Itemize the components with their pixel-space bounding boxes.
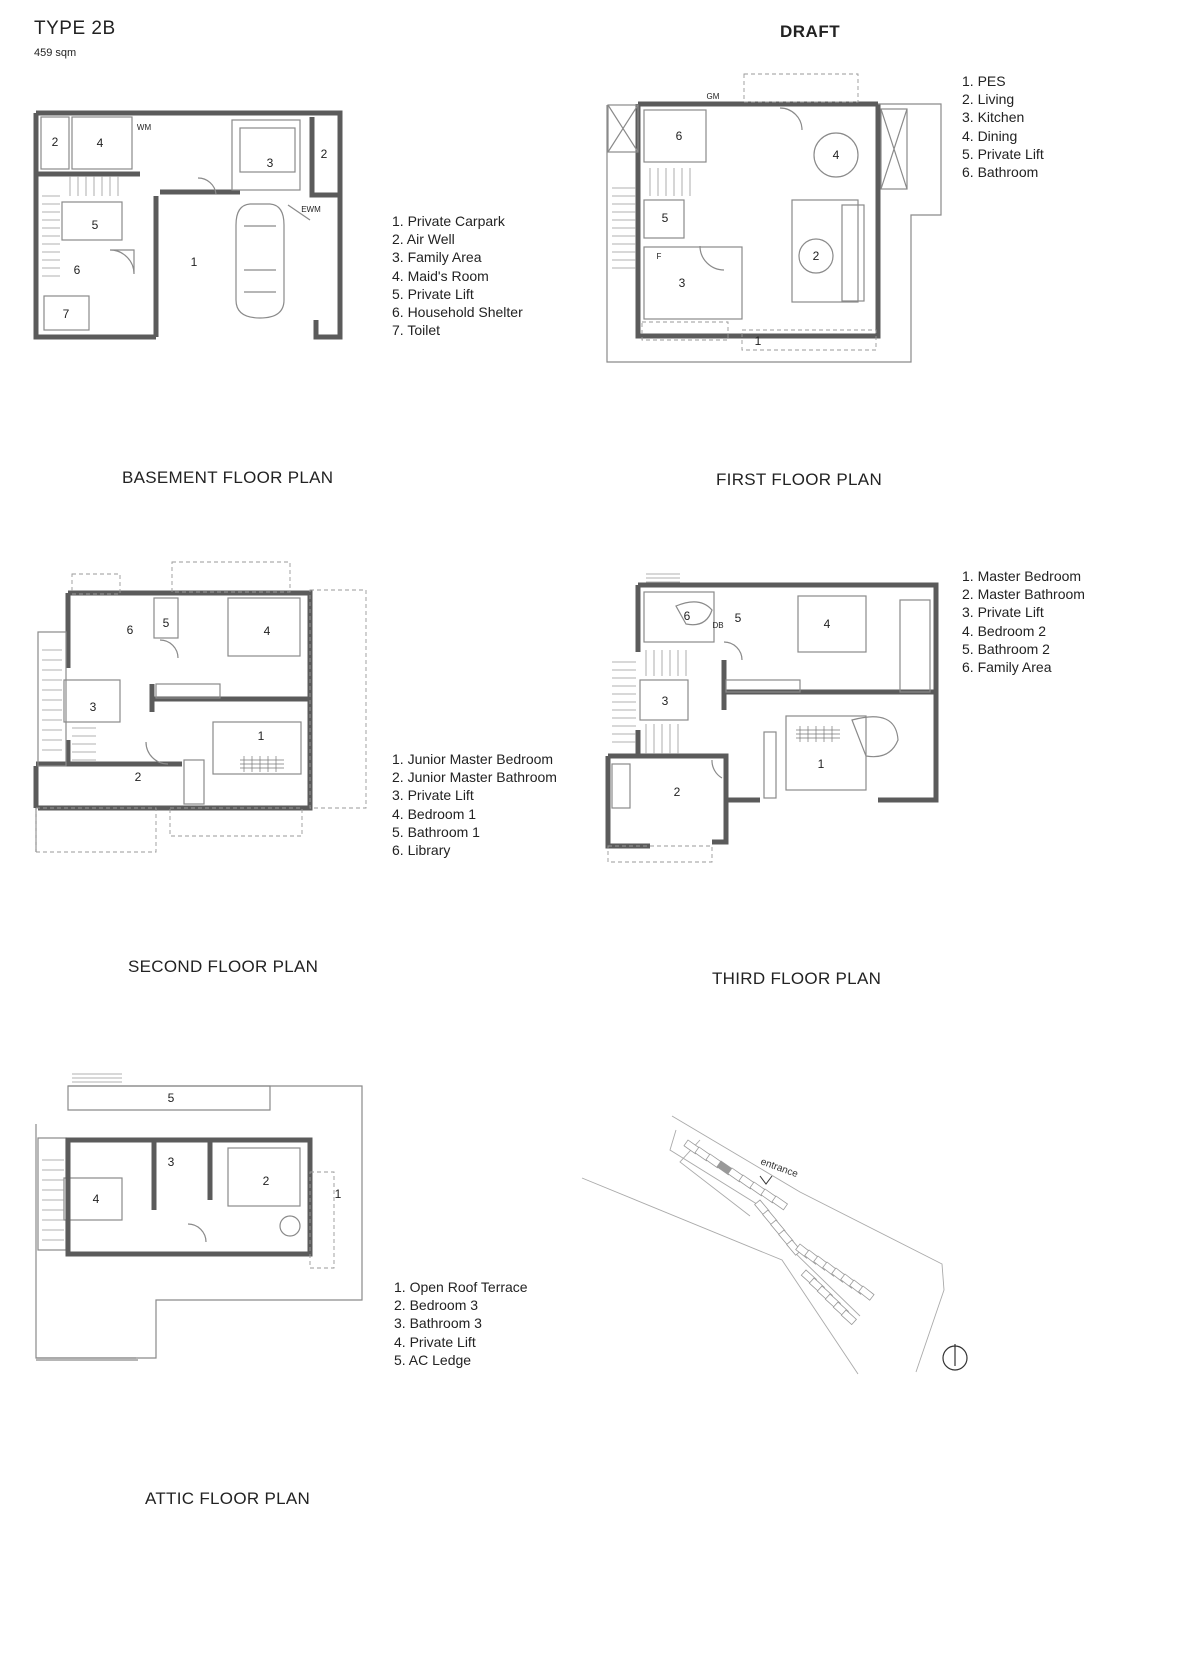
third-mark-2: 2 bbox=[673, 785, 681, 799]
legend-item: 6. Household Shelter bbox=[392, 303, 523, 320]
third-mark-1: 1 bbox=[817, 757, 825, 771]
basement-plan-title: BASEMENT FLOOR PLAN bbox=[122, 468, 334, 487]
attic-mark-1: 1 bbox=[334, 1187, 342, 1201]
third-mark-5: 5 bbox=[734, 611, 742, 625]
third-mark-6: 6 bbox=[683, 609, 691, 623]
attic-plan-title: ATTIC FLOOR PLAN bbox=[145, 1489, 311, 1508]
legend-item: 5. Private Lift bbox=[962, 145, 1044, 162]
first-mark-6: 6 bbox=[675, 129, 683, 143]
first-mark-4: 4 bbox=[832, 148, 840, 162]
unit-area: 459 sqm bbox=[34, 47, 77, 59]
legend-item: 2. Junior Master Bathroom bbox=[392, 769, 557, 786]
basement-mark-7: 7 bbox=[62, 307, 70, 321]
basement-mark-1: 1 bbox=[190, 255, 198, 269]
site-entrance-label: entrance bbox=[758, 1156, 800, 1181]
first-mark-5: 5 bbox=[661, 211, 669, 225]
unit-type-title: TYPE 2B bbox=[34, 18, 116, 39]
basement-mark-wm: WM bbox=[136, 123, 152, 132]
legend-item: 4. Maid's Room bbox=[392, 267, 489, 284]
legend-item: 2. Master Bathroom bbox=[962, 586, 1085, 603]
first-mark-3: 3 bbox=[678, 276, 686, 290]
legend-item: 3. Kitchen bbox=[962, 109, 1025, 126]
legend-item: 4. Bedroom 2 bbox=[962, 622, 1047, 639]
first-plan-title: FIRST FLOOR PLAN bbox=[716, 470, 883, 489]
legend-item: 5. AC Ledge bbox=[394, 1351, 472, 1368]
attic-mark-3: 3 bbox=[167, 1155, 175, 1169]
legend-item: 3. Private Lift bbox=[962, 604, 1044, 621]
second-mark-2: 2 bbox=[134, 770, 142, 784]
second-mark-4: 4 bbox=[263, 624, 271, 638]
legend-item: 4. Dining bbox=[962, 127, 1018, 144]
basement-mark-2b: 2 bbox=[320, 147, 328, 161]
legend-item: 1. Master Bedroom bbox=[962, 568, 1082, 584]
basement-mark-6: 6 bbox=[73, 263, 81, 277]
legend-item: 5. Private Lift bbox=[392, 285, 474, 302]
attic-mark-5: 5 bbox=[167, 1091, 175, 1105]
legend-item: 6. Bathroom bbox=[962, 163, 1039, 180]
legend-item: 4. Bedroom 1 bbox=[392, 805, 477, 822]
second-plan-title: SECOND FLOOR PLAN bbox=[128, 957, 319, 976]
legend-item: 1. Open Roof Terrace bbox=[394, 1279, 528, 1295]
legend-item: 7. Toilet bbox=[392, 322, 440, 339]
first-mark-gm: GM bbox=[706, 92, 720, 101]
legend-item: 5. Bathroom 1 bbox=[392, 823, 480, 840]
second-mark-1: 1 bbox=[257, 729, 265, 743]
third-mark-4: 4 bbox=[823, 617, 831, 631]
first-mark-2: 2 bbox=[812, 249, 820, 263]
second-mark-5: 5 bbox=[162, 616, 170, 630]
second-mark-3: 3 bbox=[89, 700, 97, 714]
second-mark-6: 6 bbox=[126, 623, 134, 637]
attic-mark-4: 4 bbox=[92, 1192, 100, 1206]
first-mark-f: F bbox=[656, 252, 662, 261]
basement-mark-2a: 2 bbox=[51, 135, 59, 149]
legend-item: 4. Private Lift bbox=[394, 1333, 476, 1350]
legend-item: 3. Bathroom 3 bbox=[394, 1315, 482, 1332]
legend-item: 3. Private Lift bbox=[392, 787, 474, 804]
attic-mark-2: 2 bbox=[262, 1174, 270, 1188]
legend-item: 2. Air Well bbox=[392, 231, 455, 248]
legend-item: 6. Library bbox=[392, 841, 451, 858]
legend-item: 1. Junior Master Bedroom bbox=[392, 751, 554, 767]
draft-label: DRAFT bbox=[780, 22, 841, 41]
first-mark-1: 1 bbox=[754, 334, 762, 348]
legend-item: 2. Bedroom 3 bbox=[394, 1297, 479, 1314]
basement-mark-4: 4 bbox=[96, 136, 104, 150]
legend-item: 3. Family Area bbox=[392, 249, 482, 266]
legend-item: 5. Bathroom 2 bbox=[962, 640, 1050, 657]
north-arrow-icon bbox=[943, 1344, 967, 1370]
basement-mark-5: 5 bbox=[91, 218, 99, 232]
site-unit-block bbox=[772, 1196, 787, 1210]
basement-mark-3: 3 bbox=[266, 156, 274, 170]
basement-mark-ewm: EWM bbox=[301, 205, 321, 214]
legend-item: 6. Family Area bbox=[962, 658, 1052, 675]
legend-item: 1. PES bbox=[962, 73, 1006, 89]
third-plan-title: THIRD FLOOR PLAN bbox=[712, 969, 882, 988]
third-mark-db: DB bbox=[712, 621, 724, 630]
site-unit-block bbox=[841, 1310, 856, 1325]
site-unit-block bbox=[859, 1286, 874, 1300]
legend-item: 2. Living bbox=[962, 91, 1015, 108]
third-mark-3: 3 bbox=[661, 694, 669, 708]
legend-item: 1. Private Carpark bbox=[392, 213, 505, 229]
